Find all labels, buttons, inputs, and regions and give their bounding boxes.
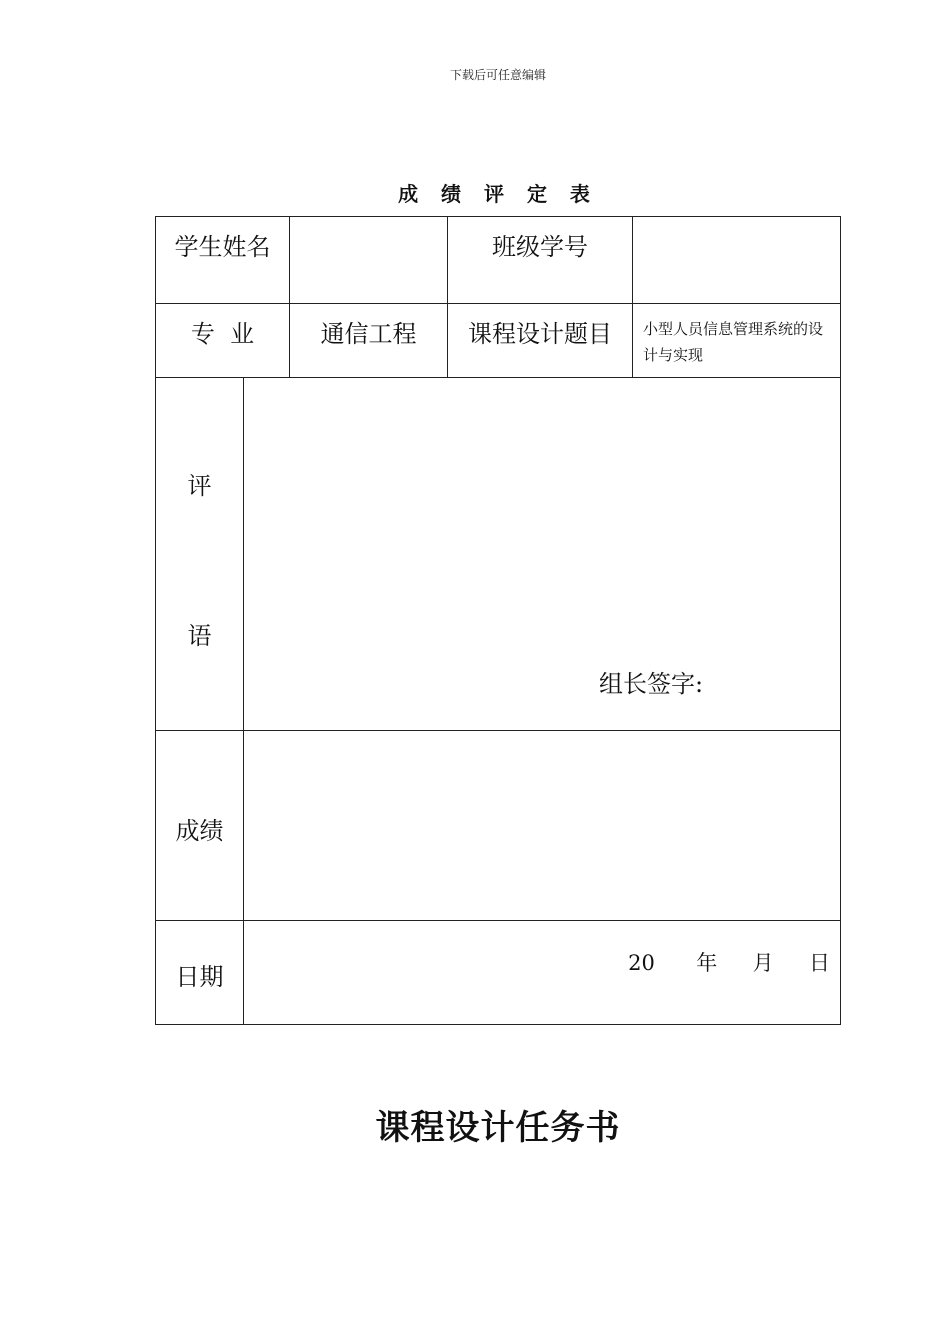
major-label: 专 业 <box>156 304 290 378</box>
grade-label <box>156 731 244 921</box>
date-month-unit: 月 <box>752 951 774 975</box>
major-value: 通信工程 <box>290 304 448 378</box>
form-title: 成 绩 评 定 表 <box>398 182 598 206</box>
comment-label-cell <box>156 378 244 731</box>
student-name-label: 学生姓名 <box>156 217 290 304</box>
comment-value-cell[interactable] <box>244 378 841 731</box>
page-header-note: 下载后可任意编辑 <box>449 68 546 82</box>
grade-evaluation-table <box>155 216 841 1025</box>
date-year: 20 <box>628 951 655 975</box>
date-day-unit: 日 <box>809 951 830 975</box>
comment-label-char-1: 评 <box>187 472 212 500</box>
grade-label-text: 成绩 <box>175 817 224 845</box>
grade-value[interactable] <box>244 731 841 921</box>
table-row-date <box>156 921 841 1025</box>
group-leader-signature-label: 组长签字: <box>599 670 704 698</box>
class-id-label: 班级学号 <box>448 217 633 304</box>
task-book-title: 课程设计任务书 <box>375 1108 621 1148</box>
class-id-value[interactable] <box>633 217 841 304</box>
student-name-value[interactable] <box>290 217 448 304</box>
date-label-text: 日期 <box>175 963 224 991</box>
comment-label-char-2: 语 <box>187 622 212 650</box>
topic-label: 课程设计题目 <box>448 304 633 378</box>
date-value <box>628 947 830 977</box>
table-row-major <box>156 304 841 378</box>
table-row-student <box>156 217 841 304</box>
date-label <box>156 921 244 1025</box>
topic-value: 小型人员信息管理系统的设计与实现 <box>633 304 841 378</box>
date-year-unit: 年 <box>696 951 718 975</box>
date-value-cell[interactable] <box>244 921 841 1025</box>
table-row-comments <box>156 378 841 731</box>
table-row-grade <box>156 731 841 921</box>
